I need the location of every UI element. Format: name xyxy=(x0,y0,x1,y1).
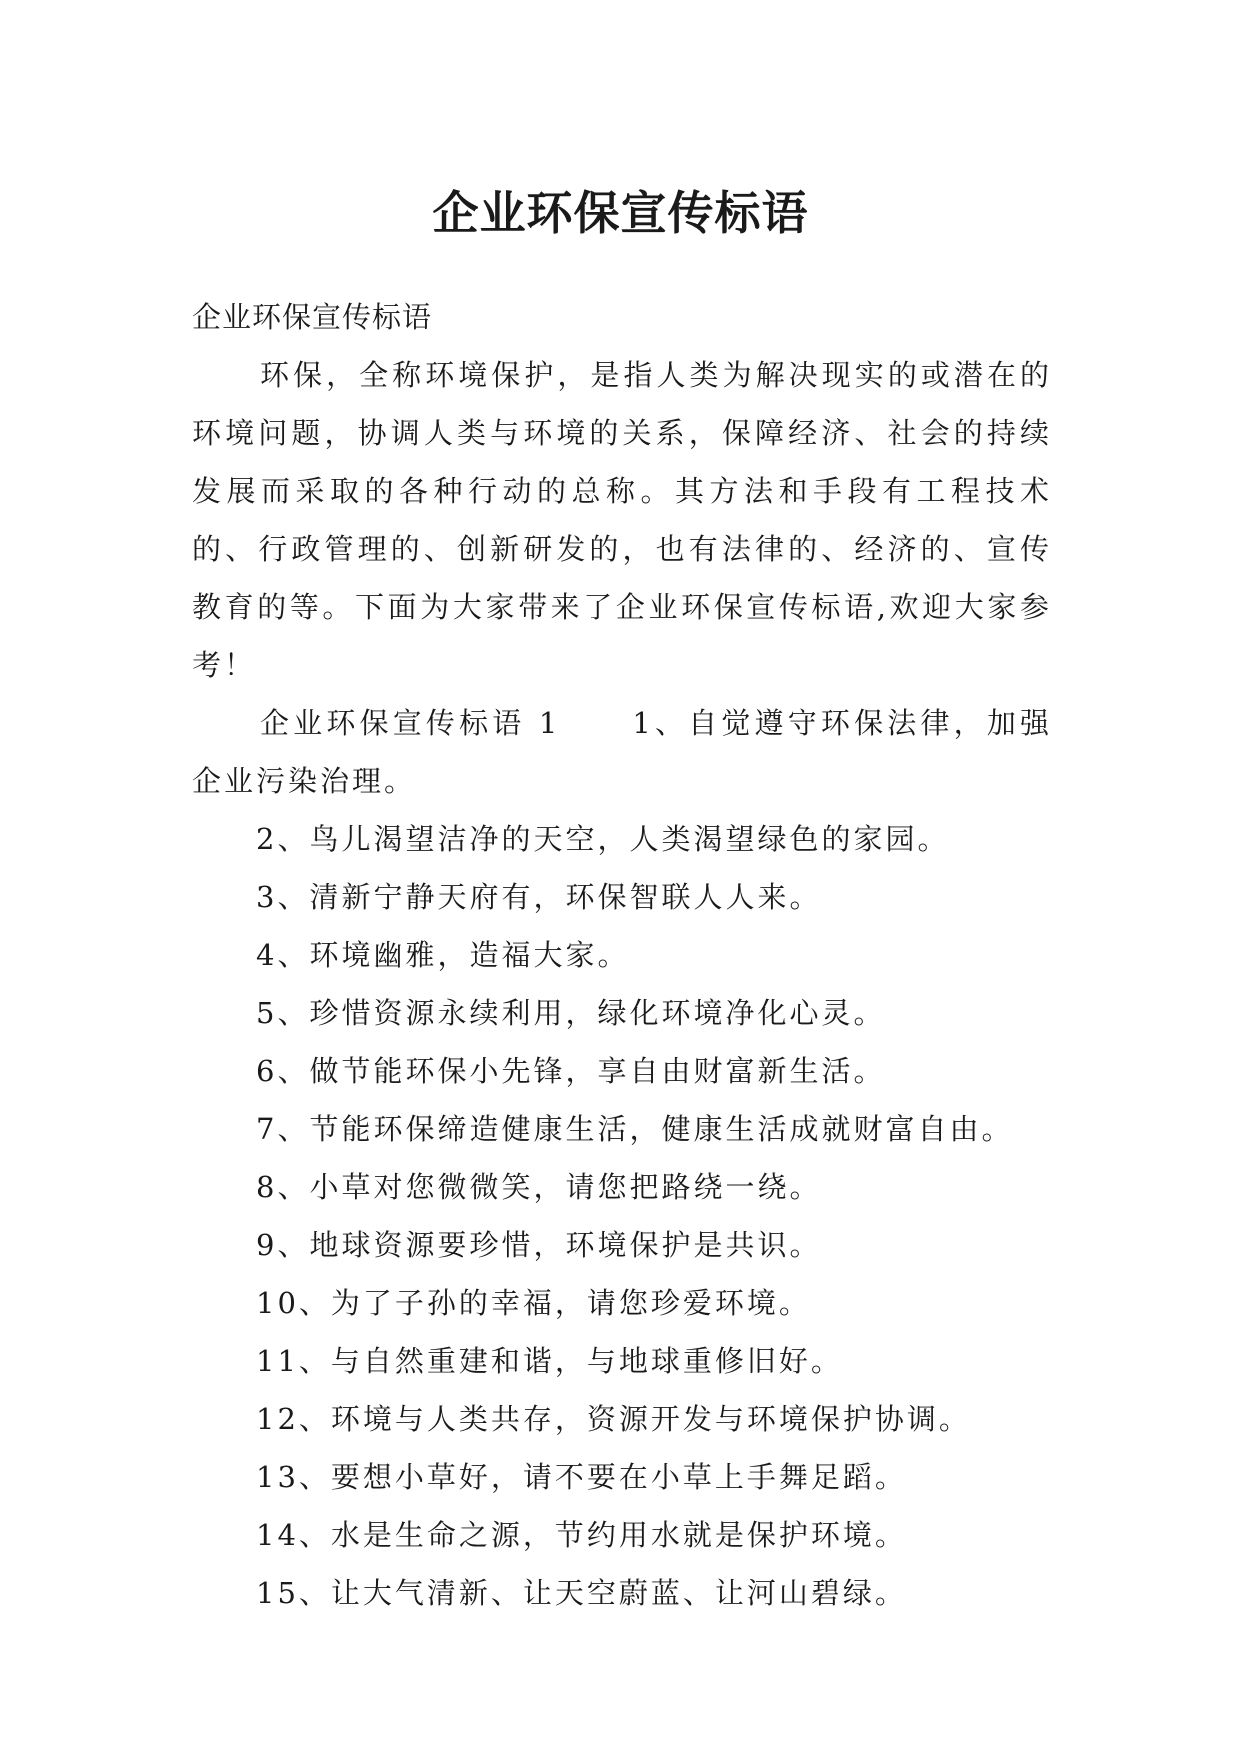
list-item: 10、为了子孙的幸福，请您珍爱环境。 xyxy=(256,1286,811,1320)
list-item: 2、鸟儿渴望洁净的天空，人类渴望绿色的家园。 xyxy=(256,822,950,856)
section-heading: 企业环保宣传标语 1 xyxy=(260,706,561,740)
list-item: 5、珍惜资源永续利用，绿化环境净化心灵。 xyxy=(256,996,886,1030)
list-item: 14、水是生命之源，节约用水就是保护环境。 xyxy=(256,1518,907,1552)
document-subtitle: 企业环保宣传标语 xyxy=(192,300,433,334)
list-item: 13、要想小草好，请不要在小草上手舞足蹈。 xyxy=(256,1460,907,1494)
list-item: 11、与自然重建和谐，与地球重修旧好。 xyxy=(256,1344,843,1378)
first-slogan: 1、自觉遵守环保法律，加强企业污染治理。 xyxy=(192,706,1053,798)
section-paragraph xyxy=(192,694,1052,810)
document-title: 企业环保宣传标语 xyxy=(432,185,809,240)
list-item: 8、小草对您微微笑，请您把路绕一绕。 xyxy=(256,1170,822,1204)
list-item: 9、地球资源要珍惜，环境保护是共识。 xyxy=(256,1228,822,1262)
list-item: 6、做节能环保小先锋，享自由财富新生活。 xyxy=(256,1054,886,1088)
list-item: 7、节能环保缔造健康生活，健康生活成就财富自由。 xyxy=(256,1112,1014,1146)
list-item: 15、让大气清新、让天空蔚蓝、让河山碧绿。 xyxy=(256,1576,907,1610)
slogan-list xyxy=(192,810,1052,1622)
list-item: 3、清新宁静天府有，环保智联人人来。 xyxy=(256,880,822,914)
intro-paragraph: 环保，全称环境保护，是指人类为解决现实的或潜在的环境问题，协调人类与环境的关系，保障经济、社会的持续发展而采取的各种行动的总称。其方法和手段有工程技术的、行政管理的、创新研发的，也有法律的、经济的、宣传教育的等。下面为大家带来了企业环保宣传标语,欢迎大家参考！ xyxy=(192,358,1052,682)
document-body xyxy=(192,288,1052,1622)
list-item: 12、环境与人类共存，资源开发与环境保护协调。 xyxy=(256,1402,971,1436)
list-item: 4、环境幽雅，造福大家。 xyxy=(256,938,630,972)
